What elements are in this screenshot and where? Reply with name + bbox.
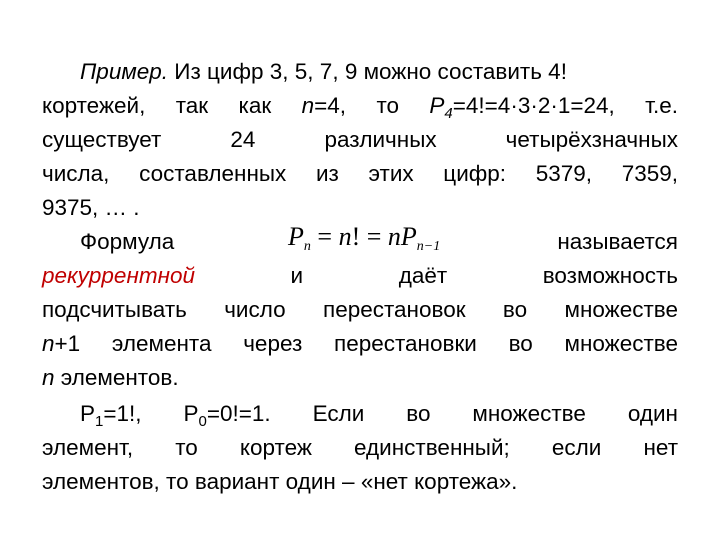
formula-sub-n: n (303, 239, 311, 254)
p1-line-5: 9375, … . (42, 195, 140, 220)
formula-P: P (288, 222, 304, 251)
and-word: и (290, 263, 304, 288)
var-n: n (42, 331, 55, 356)
recurrence-formula (288, 220, 440, 254)
p2-line-3: подсчитывать число перестановок во множестве (42, 297, 678, 322)
p1-line-2-b: =4, то (314, 93, 430, 118)
var-P: P (429, 93, 445, 118)
formula-n: n (338, 222, 352, 251)
p3-b: =0!=1. Если во множестве один (206, 401, 678, 426)
formula-sub-n-1: n−1 (416, 239, 441, 254)
sub-1: 1 (95, 413, 104, 430)
p1-line-2-c: =4!=4·3·2·1=24, т.е. (452, 93, 678, 118)
p2-line-5-text: элементов. (54, 365, 179, 390)
p3-a: =1!, (103, 401, 184, 426)
p2-line-4 (42, 327, 678, 361)
gives-word: даёт (398, 263, 448, 288)
p2-line-2 (42, 259, 678, 293)
var-n: n (42, 365, 55, 390)
p1-line-1-text: Из цифр 3, 5, 7, 9 можно составить 4! (168, 59, 567, 84)
p2-line-4-text: +1 элемента через перестановки во множестве (54, 331, 678, 356)
p1-line-1 (42, 55, 678, 89)
P-1: P (80, 401, 96, 426)
formula-P2: P (400, 222, 417, 251)
formula-eq1: = (310, 222, 339, 251)
sub-0: 0 (198, 413, 207, 430)
formula-eq2: ! = (351, 222, 388, 251)
p2-line-5 (42, 361, 678, 395)
P-0: P (183, 401, 199, 426)
p1-line-3: существует 24 различных четырёхзначных (42, 127, 678, 152)
p3-line-3: элементов, то вариант один – «нет кортежа». (42, 469, 518, 494)
recurrent-word: рекуррентной (42, 263, 195, 288)
p1-line-4: числа, составленных из этих цифр: 5379, 7359, (42, 161, 678, 186)
p3-line-2: элемент, то кортеж единственный; если нет (42, 435, 678, 460)
sub-4: 4 (444, 105, 453, 122)
formula-word: Формула (80, 229, 175, 254)
called-word: называется (557, 229, 678, 254)
p1-line-2-a: кортежей, так как (42, 93, 302, 118)
p1-line-2 (42, 89, 678, 123)
example-label: Пример. (80, 59, 169, 84)
possibility-word: возможность (542, 263, 678, 288)
formula-n2: n (387, 222, 401, 251)
p3-line-1 (42, 397, 678, 431)
var-n: n (301, 93, 315, 118)
